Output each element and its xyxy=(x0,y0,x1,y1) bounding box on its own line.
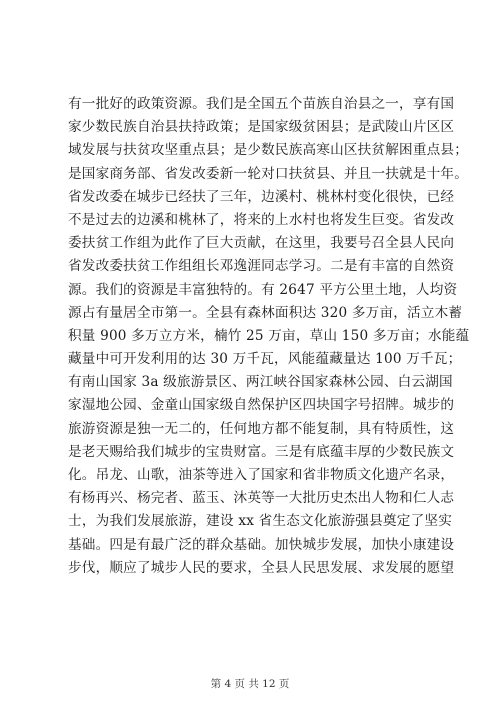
text-line: 不是过去的边溪和桃林了，将来的上水村也将发生巨变。省发改 xyxy=(68,211,455,228)
text-line: 化。吊龙、山歌，油茶等进入了国家和省非物质文化遗产名录， xyxy=(68,467,455,483)
text-line: 旅游资源是独一无二的，任何地方都不能复制，具有特质性，这 xyxy=(68,420,455,437)
text-line: 家少数民族自治县扶持政策；是国家级贫困县；是武陵山片区区 xyxy=(68,119,455,136)
text-line: 省发改委在城步已经扶了三年，边溪村、桃林村变化很快，已经 xyxy=(68,188,455,205)
body-text xyxy=(68,93,470,580)
text-line: 家湿地公园、金童山国家级自然保护区四块国字号招牌。城步的 xyxy=(68,397,455,414)
text-line: 有南山国家 3a 级旅游景区、两江峡谷国家森林公园、白云湖国 xyxy=(68,374,453,391)
page-number-footer: 第 4 页 共 12 页 xyxy=(210,678,290,690)
text-line: 省发改委扶贫工作组组长邓逸涯同志学习。二是有丰富的自然资 xyxy=(68,258,455,275)
text-line: 步伐，顺应了城步人民的要求，全县人民思发展、求发展的愿望 xyxy=(68,559,455,576)
text-line: 有一批好的政策资源。我们是全国五个苗族自治县之一，享有国 xyxy=(68,96,455,112)
text-line: 域发展与扶贫攻坚重点县；是少数民族高寒山区扶贫解困重点县； xyxy=(68,142,469,159)
text-line: 是老天赐给我们城步的宝贵财富。三是有底蕴丰厚的少数民族文 xyxy=(68,443,455,460)
text-line: 士，为我们发展旅游，建设 xx 省生态文化旅游强县奠定了坚实 xyxy=(68,513,452,530)
text-line: 源。我们的资源是丰富独特的。有 2647 平方公里土地，人均资 xyxy=(68,281,458,298)
text-line: 基础。四是有最广泛的群众基础。加快城步发展，加快小康建设 xyxy=(68,536,455,553)
text-line: 源占有量居全市第一。全县有森林面积达 320 多万亩，活立木蓄 xyxy=(68,304,463,321)
text-line: 积量 900 多万立方米，楠竹 25 万亩，草山 150 多万亩；水能蕴 xyxy=(68,327,470,344)
text-line: 藏量中可开发利用的达 30 万千瓦，风能蕴藏量达 100 万千瓦； xyxy=(68,351,462,368)
text-line: 是国家商务部、省发改委新一轮对口扶贫县、并且一扶就是十年。 xyxy=(68,165,469,182)
text-line: 委扶贫工作组为此作了巨大贡献，在这里，我要号召全县人民向 xyxy=(68,235,455,252)
text-line: 有杨再兴、杨完者、蓝玉、沐英等一大批历史杰出人物和仁人志 xyxy=(68,490,455,507)
